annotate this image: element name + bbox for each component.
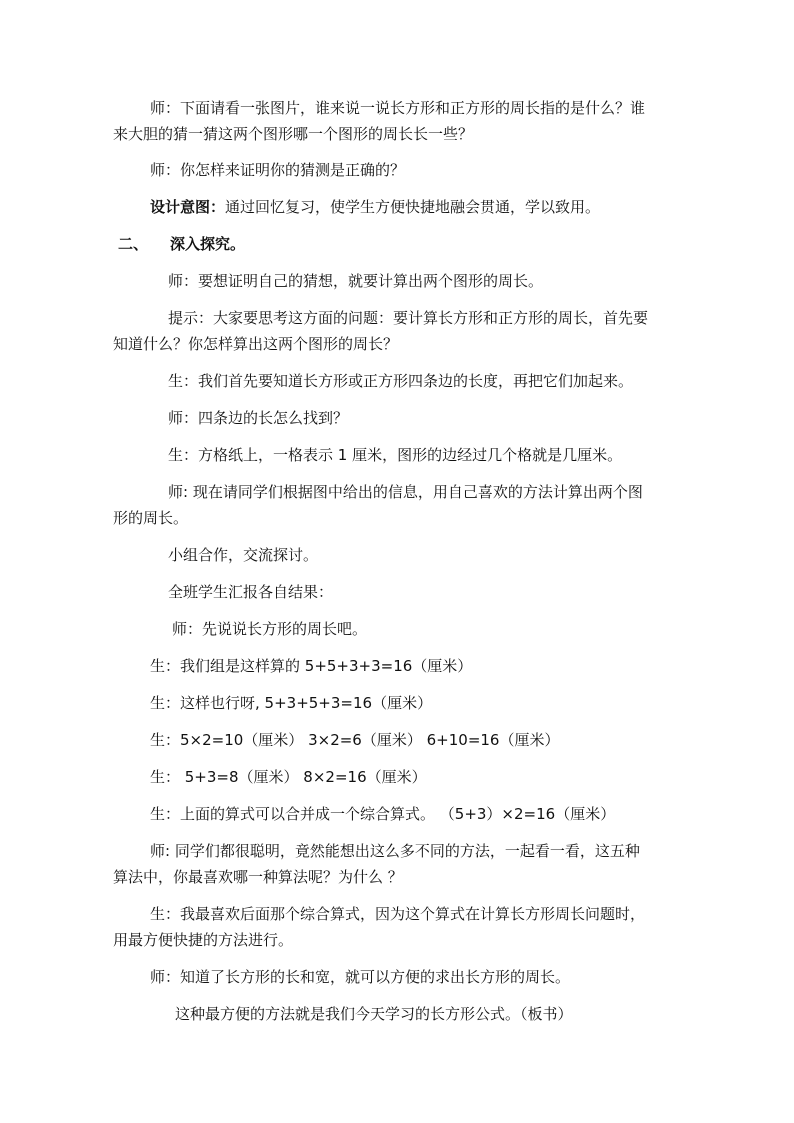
section-number: 二、 [118, 235, 149, 253]
paragraph-teacher-methods-line1: 师: 同学们都很聪明，竟然能想出这么多不同的方法，一起看一看，这五种 [150, 842, 640, 860]
paragraph-design-intent [150, 194, 600, 220]
paragraph-teacher-question-line2: 来大胆的猜一猜这两个图形哪一个图形的周长长一些？ [113, 125, 474, 143]
section-title: 深入探究。 [170, 235, 246, 253]
paragraph-student-method1: 生：我们组是这样算的 5+5+3+3=16（厘米） [150, 657, 473, 675]
paragraph-teacher-compute: 师：要想证明自己的猜想，就要计算出两个图形的周长。 [168, 272, 544, 290]
paragraph-teacher-calc-line1: 师: 现在请同学们根据图中给出的信息，用自己喜欢的方法计算出两个图 [168, 483, 643, 501]
paragraph-student-favorite-line2: 用最方便快捷的方法进行。 [113, 931, 294, 949]
paragraph-student-edges: 生：我们首先要知道长方形或正方形四条边的长度，再把它们加起来。 [168, 372, 634, 390]
paragraph-student-combined: 生：上面的算式可以合并成一个综合算式。 （5+3）×2=16（厘米） [150, 805, 616, 823]
paragraph-teacher-question-line1: 师：下面请看一张图片，谁来说一说长方形和正方形的周长指的是什么？谁 [150, 99, 646, 117]
paragraph-teacher-summary: 师：知道了长方形的长和宽，就可以方便的求出长方形的周长。 [150, 968, 571, 986]
paragraph-class-report: 全班学生汇报各自结果： [168, 583, 334, 601]
paragraph-teacher-methods-line2: 算法中，你最喜欢哪一种算法呢？为什么 ？ [113, 868, 403, 886]
paragraph-student-grid: 生：方格纸上，一格表示 1 厘米，图形的边经过几个格就是几厘米。 [168, 446, 623, 464]
paragraph-group-work: 小组合作，交流探讨。 [168, 546, 319, 564]
paragraph-student-method2: 生：这样也行呀, 5+3+5+3=16（厘米） [150, 694, 433, 712]
paragraph-hint-line1: 提示：大家要思考这方面的问题：要计算长方形和正方形的周长，首先要 [168, 309, 649, 327]
design-intent-text: 通过回忆复习，使学生方便快捷地融会贯通，学以致用。 [225, 198, 601, 216]
paragraph-hint-line2: 知道什么？你怎样算出这两个图形的周长？ [113, 335, 399, 353]
paragraph-formula: 这种最方便的方法就是我们今天学习的长方形公式。（板书） [175, 1005, 573, 1023]
design-intent-label: 设计意图： [150, 198, 226, 216]
paragraph-student-method4: 生： 5+3=8（厘米） 8×2=16（厘米） [150, 768, 427, 786]
paragraph-student-method3: 生：5×2=10（厘米） 3×2=6（厘米） 6+10=16（厘米） [150, 731, 560, 749]
paragraph-teacher-proof: 师：你怎样来证明你的猜测是正确的？ [150, 161, 406, 179]
section-heading [118, 231, 245, 257]
paragraph-teacher-rectangle: 师：先说说长方形的周长吧。 [172, 620, 368, 638]
paragraph-teacher-find: 师：四条边的长怎么找到？ [168, 409, 349, 427]
paragraph-student-favorite-line1: 生：我最喜欢后面那个综合算式，因为这个算式在计算长方形周长问题时， [150, 905, 646, 923]
paragraph-teacher-calc-line2: 形的周长。 [113, 509, 189, 527]
